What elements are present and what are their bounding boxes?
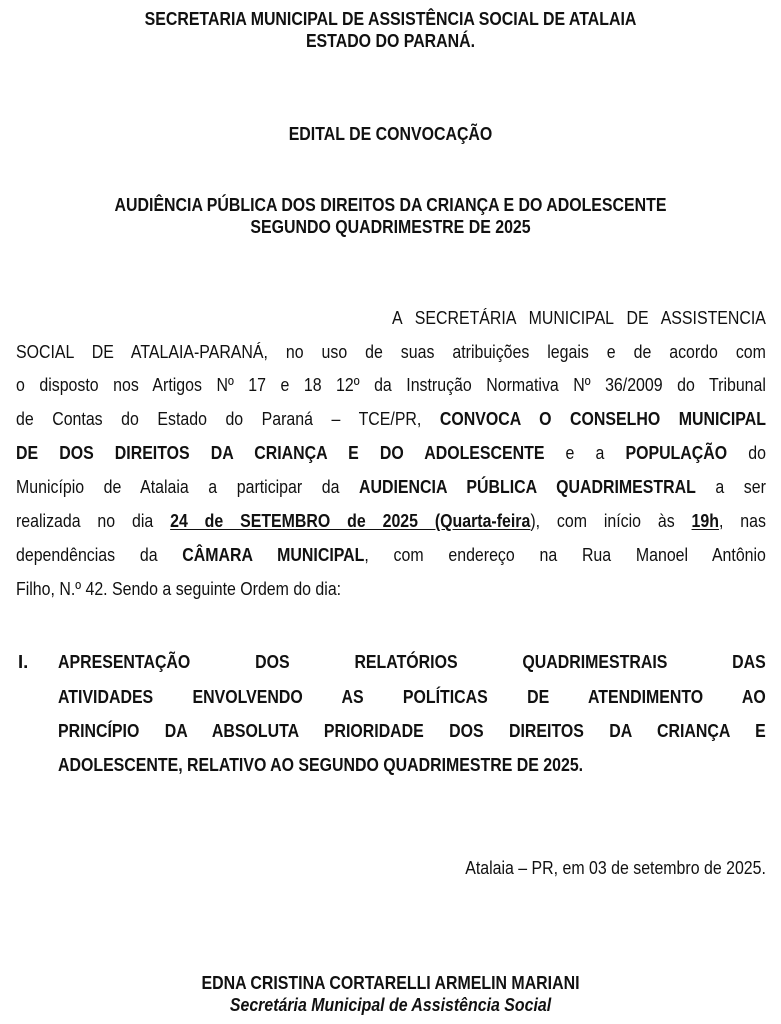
body-line-6: Município de Atalaia a participar da AUDIENCIA PÚBLICA QUADRIMESTRAL a ser — [16, 476, 766, 497]
body-line-5: DE DOS DIREITOS DA CRIANÇA E DO ADOLESCENTE e a POPULAÇÃO do — [16, 442, 766, 463]
agenda-line-2: ATIVIDADES ENVOLVENDO AS POLÍTICAS DE ATENDIMENTO AO — [58, 686, 766, 707]
body-line-3: o disposto nos Artigos Nº 17 e 18 12º da Instrução Normativa Nº 36/2009 do Tribunal — [16, 374, 766, 395]
signatory-name: EDNA CRISTINA CORTARELLI ARMELIN MARIANI — [201, 972, 580, 993]
agenda-item-number: I. — [18, 651, 29, 672]
agenda-line-3: PRINCÍPIO DA ABSOLUTA PRIORIDADE DOS DIREITOS DA CRIANÇA E — [58, 720, 766, 741]
signature-block — [0, 972, 781, 1016]
document-title-block — [0, 123, 781, 145]
body-line-9: Filho, N.º 42. Sendo a seguinte Ordem do dia: — [16, 578, 342, 599]
body-line-4: de Contas do Estado do Paraná – TCE/PR, CONVOCA O CONSELHO MUNICIPAL — [16, 408, 766, 429]
signatory-role: Secretária Municipal de Assistência Social — [229, 994, 552, 1015]
document-header — [0, 8, 781, 52]
meeting-venue: CÂMARA MUNICIPAL — [182, 544, 365, 565]
header-line-1: SECRETARIA MUNICIPAL DE ASSISTÊNCIA SOCIAL DE ATALAIA — [144, 8, 637, 29]
body-line-7: realizada no dia 24 de SETEMBRO de 2025 (Quarta-feira), com início às 19h, nas — [16, 510, 766, 531]
body-line-1: A SECRETÁRIA MUNICIPAL DE ASSISTENCIA — [392, 307, 766, 328]
meeting-date: 24 de SETEMBRO de 2025 (Quarta-feira — [170, 510, 531, 531]
date-line: Atalaia – PR, em 03 de setembro de 2025. — [465, 857, 766, 878]
subtitle-line-2: SEGUNDO QUADRIMESTRE DE 2025 — [250, 216, 531, 237]
agenda-line-4: ADOLESCENTE, RELATIVO AO SEGUNDO QUADRIMESTRE DE 2025. — [58, 754, 584, 775]
body-line-2: SOCIAL DE ATALAIA-PARANÁ, no uso de suas atribuições legais e de acordo com — [16, 341, 766, 362]
document-title: EDITAL DE CONVOCAÇÃO — [288, 123, 493, 144]
body-line-8: dependências da CÂMARA MUNICIPAL, com endereço na Rua Manoel Antônio — [16, 544, 766, 565]
meeting-time: 19h — [691, 510, 719, 531]
document-subtitle — [0, 194, 781, 238]
header-line-2: ESTADO DO PARANÁ. — [305, 30, 476, 51]
subtitle-line-1: AUDIÊNCIA PÚBLICA DOS DIREITOS DA CRIANÇA E DO ADOLESCENTE — [114, 194, 667, 215]
agenda-line-1: APRESENTAÇÃO DOS RELATÓRIOS QUADRIMESTRAIS DAS — [58, 651, 766, 672]
